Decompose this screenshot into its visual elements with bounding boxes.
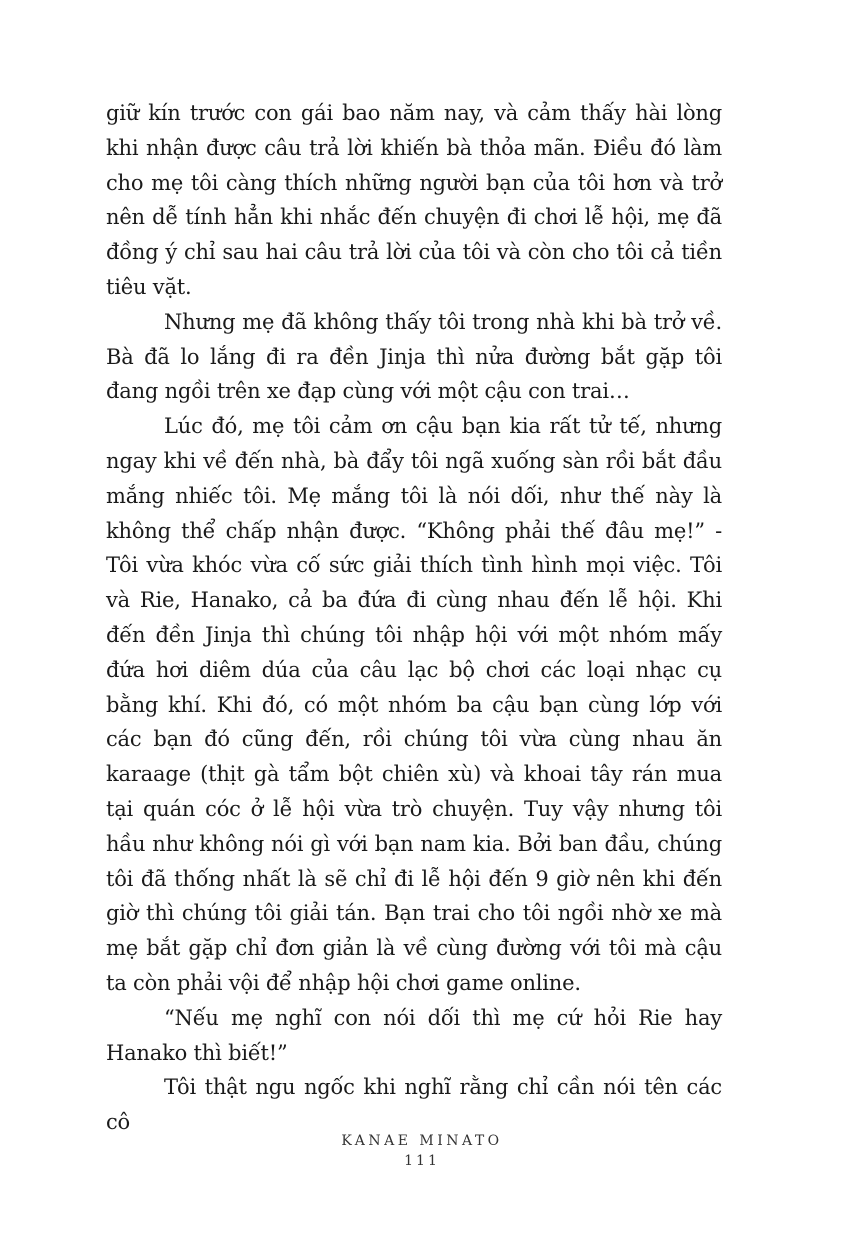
paragraph-5: Tôi thật ngu ngốc khi nghĩ rằng chỉ cần nói tên các cô bbox=[106, 1075, 722, 1135]
body-text bbox=[106, 96, 722, 1140]
paragraph-4: “Nếu mẹ nghĩ con nói dối thì mẹ cứ hỏi Rie hay Hanako thì biết!” bbox=[106, 1005, 722, 1065]
paragraph-1: giữ kín trước con gái bao năm nay, và cảm thấy hài lòng khi nhận được câu trả lời khiến bà thỏa mãn. Điều đó làm cho mẹ tôi càng thích những người bạn của tôi hơn và trở nên dễ tính hẳn khi nhắc đến chuyện đi chơi lễ hội, mẹ đã đồng ý chỉ sau hai câu trả lời của tôi và còn cho tôi cả tiền tiêu vặt. bbox=[106, 101, 722, 299]
page-number: 111 bbox=[404, 1153, 440, 1169]
paragraph-2: Nhưng mẹ đã không thấy tôi trong nhà khi bà trở về. Bà đã lo lắng đi ra đền Jinja thì nửa đường bắt gặp tôi đang ngồi trên xe đạp cùng với một cậu con trai… bbox=[106, 309, 722, 404]
paragraph-3: Lúc đó, mẹ tôi cảm ơn cậu bạn kia rất tử tế, nhưng ngay khi về đến nhà, bà đẩy tôi ngã xuống sàn rồi bắt đầu mắng nhiếc tôi. Mẹ mắng tôi là nói dối, như thế này là không thể chấp nhận được. “Không phải thế đâu mẹ!” - Tôi vừa khóc vừa cố sức giải thích tình hình mọi việc. Tôi và Rie, Hanako, cả ba đứa đi cùng nhau đến lễ hội. Khi đến đền Jinja thì chúng tôi nhập hội với một nhóm mấy đứa hơi diêm dúa của câu lạc bộ chơi các loại nhạc cụ bằng khí. Khi đó, có một nhóm ba cậu bạn cùng lớp với các bạn đó cũng đến, rồi chúng tôi vừa cùng nhau ăn karaage (thịt gà tẩm bột chiên xù) và khoai tây rán mua tại quán cóc ở lễ hội vừa trò chuyện. Tuy vậy nhưng tôi hầu như không nói gì với bạn nam kia. Bởi ban đầu, chúng tôi đã thống nhất là sẽ chỉ đi lễ hội đến 9 giờ nên khi đến giờ thì chúng tôi giải tán. Bạn trai cho tôi ngồi nhờ xe mà mẹ bắt gặp chỉ đơn giản là về cùng đường với tôi mà cậu ta còn phải vội để nhập hội chơi game online. bbox=[106, 414, 722, 995]
running-footer-author: KANAE MINATO bbox=[341, 1133, 503, 1149]
